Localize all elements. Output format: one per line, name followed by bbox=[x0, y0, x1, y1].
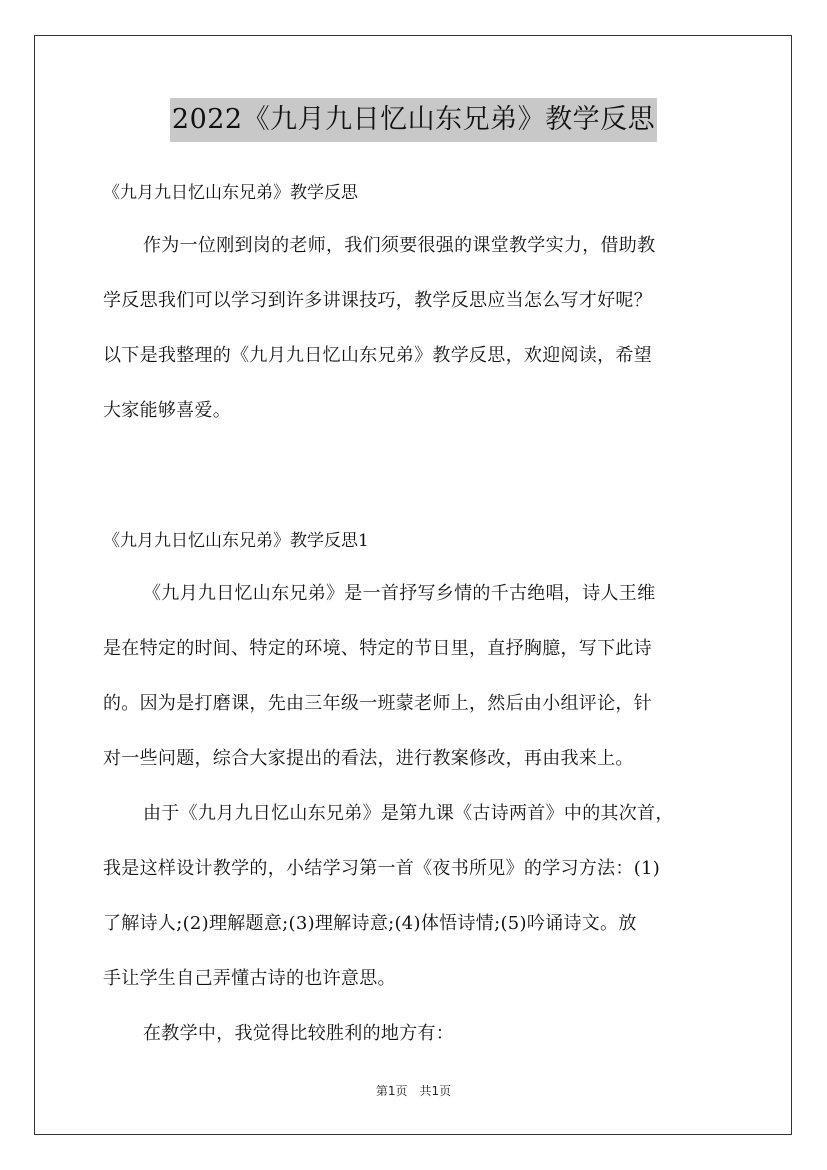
paragraph-line: 在教学中，我觉得比较胜利的地方有： bbox=[143, 1023, 455, 1044]
paragraph-line: 的。因为是打磨课，先由三年级一班蒙老师上，然后由小组评论，针 bbox=[103, 693, 652, 714]
intro-line: 大家能够喜爱。 bbox=[103, 400, 232, 421]
intro-line: 学反思我们可以学习到许多讲课技巧，教学反思应当怎么写才好呢？ bbox=[103, 290, 652, 311]
paragraph-line: 由于《九月九日忆山东兄弟》是第九课《古诗两首》中的其次首， bbox=[143, 803, 674, 824]
intro-line: 以下是我整理的《九月九日忆山东兄弟》教学反思，欢迎阅读，希望 bbox=[103, 345, 652, 366]
paragraph-line: 了解诗人;(2)理解题意;(3)理解诗意;(4)体悟诗情;(5)吟诵诗文。放 bbox=[103, 913, 637, 934]
document-body bbox=[103, 168, 743, 1061]
intro-line: 作为一位刚到岗的老师，我们须要很强的课堂教学实力，借助教 bbox=[143, 235, 656, 256]
document-title: 2022《九月九日忆山东兄弟》教学反思 bbox=[170, 98, 657, 142]
title-container bbox=[0, 98, 827, 142]
paragraph-line: 是在特定的时间、特定的环境、特定的节日里，直抒胸臆，写下此诗 bbox=[103, 638, 652, 659]
paragraph-line: 手让学生自己弄懂古诗的也许意思。 bbox=[103, 968, 396, 989]
section-heading: 《九月九日忆山东兄弟》教学反思1 bbox=[103, 531, 369, 551]
paragraph-line: 对一些问题，综合大家提出的看法，进行教案修改，再由我来上。 bbox=[103, 748, 634, 769]
subheading: 《九月九日忆山东兄弟》教学反思 bbox=[103, 183, 358, 203]
paragraph-line: 我是这样设计教学的，小结学习第一首《夜书所见》的学习方法：(1) bbox=[103, 858, 661, 879]
page-footer: 第1页 共1页 bbox=[375, 1084, 452, 1098]
paragraph-line: 《九月九日忆山东兄弟》是一首抒写乡情的千古绝唱，诗人王维 bbox=[143, 583, 656, 604]
